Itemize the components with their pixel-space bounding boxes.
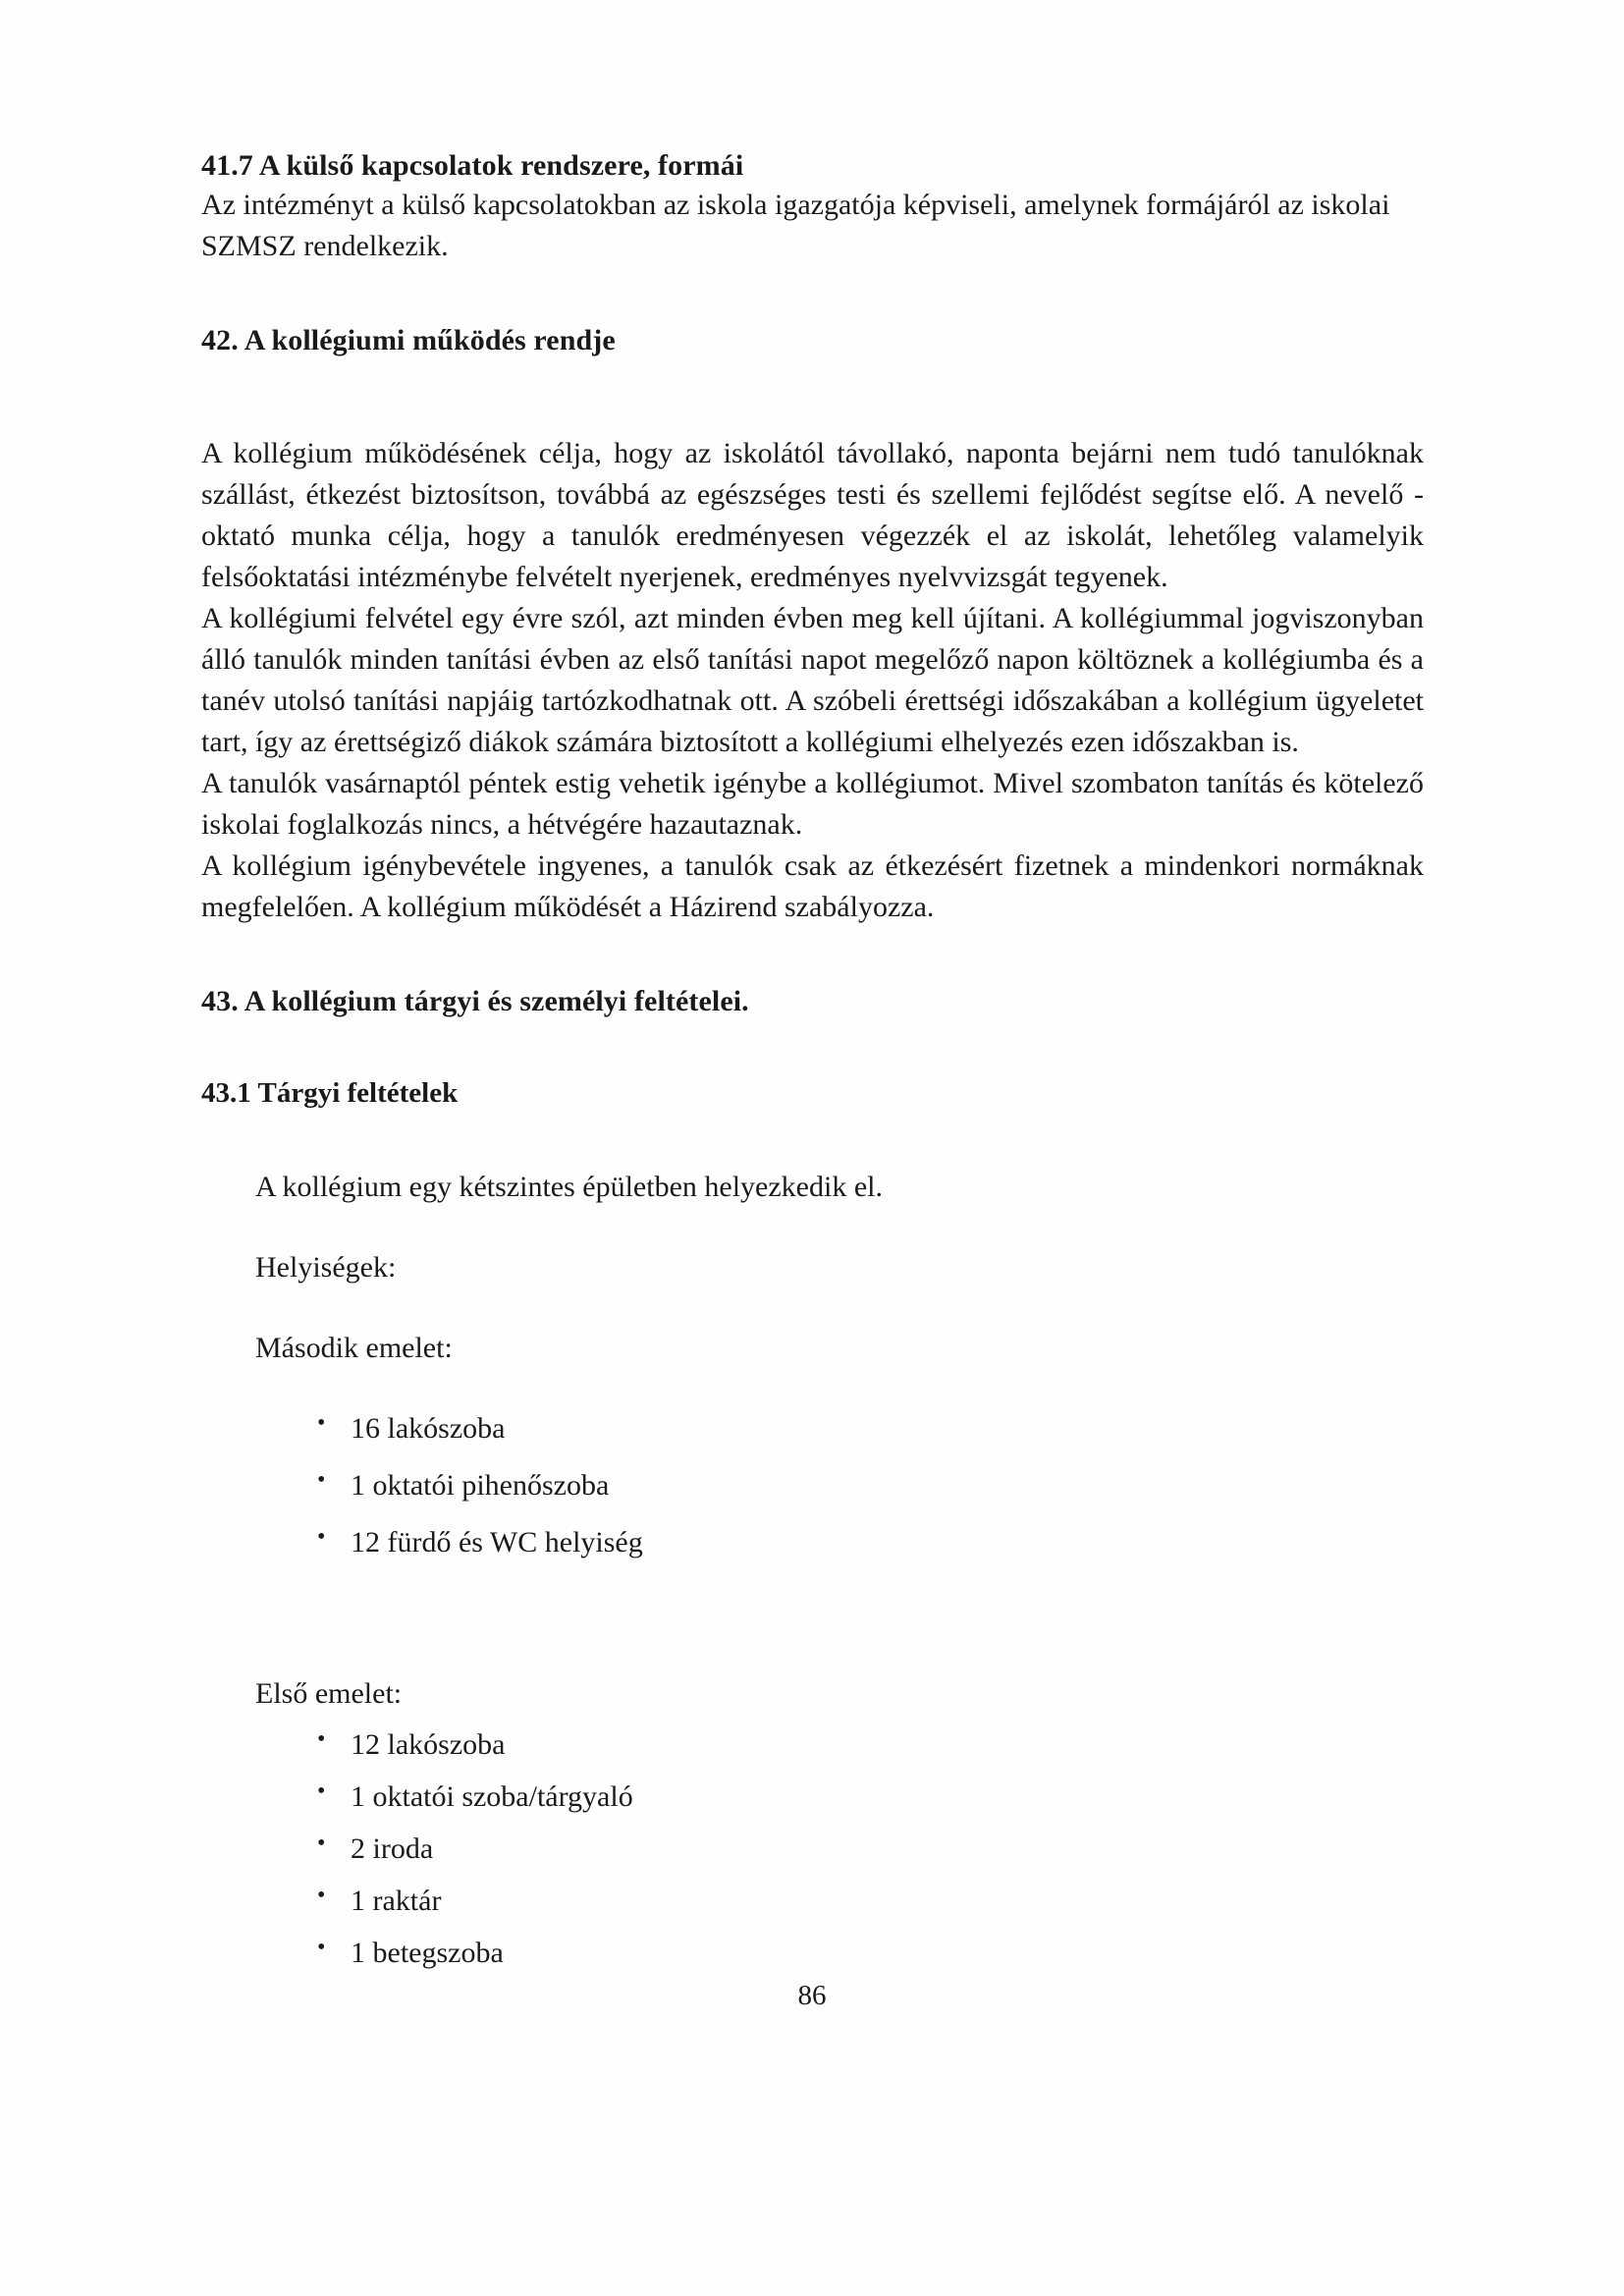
heading-43-1: 43.1 Tárgyi feltételek [201, 1077, 459, 1110]
paragraph-42-4: A kollégium igénybevétele ingyenes, a tanulók csak az étkezésért fizetnek a mindenkori normáknak megfelelően. A kollégium működését a Házirend szabályozza. [201, 848, 1424, 923]
list-item: • 1 oktatói szoba/tárgyaló [317, 1777, 1424, 1818]
spacer [201, 1112, 1424, 1167]
list-item: • 12 fürdő és WC helyiség [317, 1522, 1424, 1563]
heading-41-7: 41.7 A külső kapcsolatok rendszere, formái [201, 149, 744, 182]
paragraph-42-2: A kollégiumi felvétel egy évre szól, azt minden évben meg kell újítani. A kollégiummal jogviszonyban álló tanulók minden tanítási évben az első tanítási napot megelőző napon költöznek a kollégiumba és a tanév utolsó tanítási napjáig tartózkodhatnak ott. A szóbeli érettségi időszakában a kollégium ügyeletet tart, így az érettségiző diákok számára biztosított a kollégiumi elhelyezés ezen időszakban is. [201, 601, 1424, 758]
list-item: • 12 lakószoba [317, 1724, 1424, 1766]
spacer [201, 1652, 1424, 1673]
paragraph-41-7: Az intézményt a külső kapcsolatokban az iskola igazgatója képviseli, amelynek formájáról az iskolai SZMSZ rendelkezik. [201, 189, 1390, 263]
list-item: • 16 lakószoba [317, 1408, 1424, 1449]
list-item: • 1 oktatói pihenőszoba [317, 1465, 1424, 1506]
label-floor-first: Első emelet: [255, 1677, 403, 1711]
room-list-first-floor [201, 1724, 1424, 1974]
page-number: 86 [797, 1980, 827, 2011]
heading-43: 43. A kollégium tárgyi és személyi feltételei. [201, 984, 749, 1017]
spacer [201, 1715, 1424, 1724]
label-rooms: Helyiségek: [255, 1251, 397, 1285]
spacer [201, 928, 1424, 983]
spacer [201, 267, 1424, 322]
label-floor-second: Második emelet: [255, 1332, 453, 1365]
list-item: • 1 betegszoba [317, 1933, 1424, 1974]
paragraph-42-1: A kollégium működésének célja, hogy az iskolától távollakó, naponta bejárni nem tudó tanulóknak szállást, étkezést biztosítson, továbbá az egészséges testi és szellemi fejlődést segítse elő. A nevelő - oktató munka célja, hogy a tanulók eredményesen végezzék el az iskolát, lehetőleg valamelyik felsőoktatási intézménybe felvételt nyerjenek, eredményes nyelvvizsgát tegyenek. [201, 436, 1424, 593]
paragraph-43-1-intro: A kollégium egy kétszintes épületben helyezkedik el. [255, 1171, 883, 1204]
spacer [201, 1579, 1424, 1652]
list-item: • 2 iroda [317, 1829, 1424, 1870]
spacer [201, 1369, 1424, 1408]
page-content [201, 147, 1424, 1974]
paragraph-42-3: A tanulók vasárnaptól péntek estig vehetik igénybe a kollégiumot. Mivel szombaton tanítás és kötelező iskolai foglalkozás nincs, a hétvégére hazautaznak. [201, 766, 1424, 841]
list-item: • 1 raktár [317, 1881, 1424, 1922]
heading-42: 42. A kollégiumi működés rendje [201, 324, 616, 357]
spacer [201, 1020, 1424, 1075]
room-list-second-floor [201, 1408, 1424, 1563]
spacer [201, 1208, 1424, 1247]
spacer [201, 1288, 1424, 1328]
spacer [201, 360, 1424, 433]
